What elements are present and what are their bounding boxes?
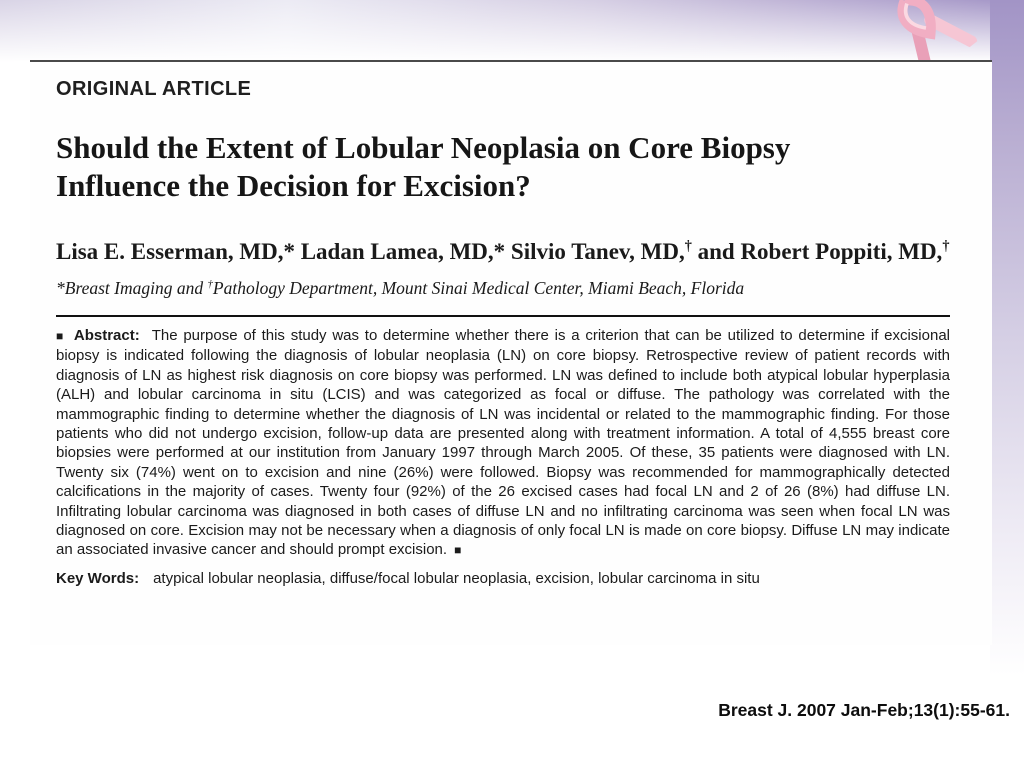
authors-text-1: Lisa E. Esserman, MD,* Ladan Lamea, MD,* Silvio Tanev, MD, (56, 239, 685, 264)
affiliation-text-1: *Breast Imaging and (56, 278, 208, 298)
abstract-start-marker: ■ (56, 329, 65, 343)
abstract-end-marker: ■ (454, 543, 462, 558)
keywords-label: Key Words: (56, 569, 140, 587)
abstract-paragraph (56, 326, 950, 561)
affiliation-line (56, 278, 950, 299)
section-kicker: ORIGINAL ARTICLE (56, 78, 252, 100)
authors-dagger-2: † (942, 238, 950, 255)
article-scan (30, 60, 992, 645)
authors-line (56, 235, 950, 268)
authors-dagger-1: † (684, 238, 692, 255)
authors-text-2: and Robert Poppiti, MD, (691, 239, 943, 264)
slide-right-band (990, 0, 1024, 768)
abstract-body: The purpose of this study was to determine whether there is a criterion that can be utilized to determine if excisional biopsy is indicated following the diagnosis of lobular neoplasia (LN) on core biopsy. Retrospective review of patient records with diagnosis of LN as highest risk diagnosis on core biopsy was performed. LN was defined to include both atypical lobular hyperplasia (ALH) and lobular carcinoma in situ (LCIS) and was categorized as focal or diffuse. The pathology was correlated with the mammographic finding to determine whether the diagnosis of LN was incidental or related to the mammographic finding. For those patients who did not undergo excision, follow-up data are presented along with treatment information. A total of 4,555 breast core biopsies were performed at our institution from January 1997 through March 2005. Of these, 35 patients were diagnosed with LN. Twenty six (74%) went on to excision and nine (26%) were followed. Biopsy was recommended for mammographically detected calcifications in the majority of cases. Twenty four (92%) of the 26 excised cases had focal LN and 2 of 26 (8%) had diffuse LN. Infiltrating lobular carcinoma was diagnosed in both cases of diffuse LN and no infiltrating carcinoma was seen when focal LN was diagnosed on core. Excision may not be necessary when a diagnosis of only focal LN is made on core biopsy. Diffuse LN may indicate an associated invasive cancer and should prompt excision. (56, 327, 951, 559)
abstract-label: Abstract: (73, 327, 140, 344)
keywords-line (56, 570, 950, 587)
citation: Breast J. 2007 Jan-Feb;13(1):55-61. (718, 700, 1010, 720)
article-title-line1: Should the Extent of Lobular Neoplasia on Core Biopsy (56, 130, 791, 165)
article-title (56, 129, 950, 205)
abstract-divider (56, 315, 950, 317)
article-title-line2: Influence the Decision for Excision? (56, 168, 531, 203)
affiliation-dagger: † (207, 278, 213, 291)
keywords-text: atypical lobular neoplasia, diffuse/focal lobular neoplasia, excision, lobular carcinoma in situ (153, 569, 760, 587)
affiliation-text-2: Pathology Department, Mount Sinai Medical Center, Miami Beach, Florida (212, 278, 745, 298)
